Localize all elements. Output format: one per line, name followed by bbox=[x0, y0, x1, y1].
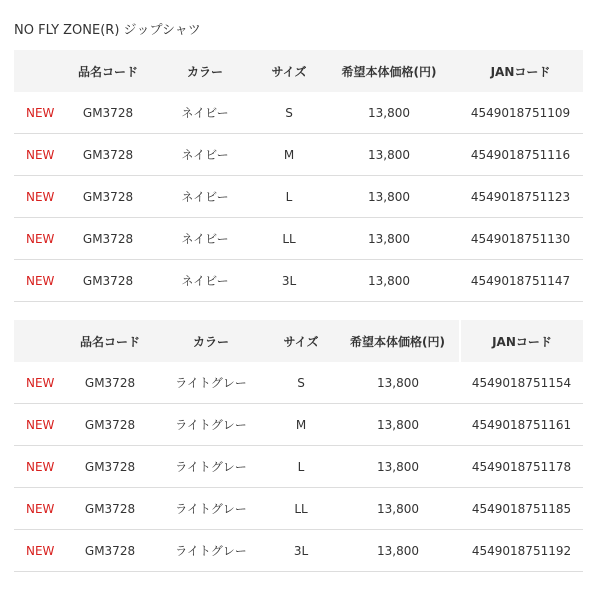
table-header-row bbox=[14, 50, 583, 92]
jan-code-cell: 4549018751178 bbox=[460, 446, 583, 488]
size-cell: LL bbox=[258, 218, 320, 260]
price-cell: 13,800 bbox=[320, 92, 458, 134]
new-badge: NEW bbox=[14, 134, 64, 176]
color-cell: ライトグレー bbox=[156, 488, 266, 530]
jan-code-cell: 4549018751192 bbox=[460, 530, 583, 572]
jan-code-cell: 4549018751123 bbox=[458, 176, 583, 218]
color-cell: ネイビー bbox=[152, 134, 258, 176]
header-jan-code: JANコード bbox=[460, 320, 583, 362]
table-row bbox=[14, 218, 583, 260]
product-code-cell: GM3728 bbox=[64, 260, 152, 302]
table-row bbox=[14, 530, 583, 572]
new-badge: NEW bbox=[14, 530, 64, 572]
color-cell: ネイビー bbox=[152, 218, 258, 260]
product-code-cell: GM3728 bbox=[64, 176, 152, 218]
product-code-cell: GM3728 bbox=[64, 404, 156, 446]
new-badge: NEW bbox=[14, 260, 64, 302]
product-code-cell: GM3728 bbox=[64, 362, 156, 404]
header-badge bbox=[14, 320, 64, 362]
price-cell: 13,800 bbox=[336, 446, 460, 488]
table-row bbox=[14, 446, 583, 488]
new-badge: NEW bbox=[14, 176, 64, 218]
price-cell: 13,800 bbox=[336, 530, 460, 572]
new-badge: NEW bbox=[14, 362, 64, 404]
table-row bbox=[14, 404, 583, 446]
size-cell: 3L bbox=[266, 530, 336, 572]
product-code-cell: GM3728 bbox=[64, 92, 152, 134]
header-badge bbox=[14, 50, 64, 92]
jan-code-cell: 4549018751161 bbox=[460, 404, 583, 446]
size-cell: S bbox=[258, 92, 320, 134]
header-size: サイズ bbox=[266, 320, 336, 362]
size-cell: L bbox=[258, 176, 320, 218]
color-cell: ネイビー bbox=[152, 92, 258, 134]
header-jan-code: JANコード bbox=[458, 50, 583, 92]
header-product-code: 品名コード bbox=[64, 320, 156, 362]
table-row bbox=[14, 362, 583, 404]
table-row bbox=[14, 260, 583, 302]
size-cell: M bbox=[258, 134, 320, 176]
new-badge: NEW bbox=[14, 92, 64, 134]
price-cell: 13,800 bbox=[336, 404, 460, 446]
jan-code-cell: 4549018751185 bbox=[460, 488, 583, 530]
product-code-cell: GM3728 bbox=[64, 446, 156, 488]
header-size: サイズ bbox=[258, 50, 320, 92]
color-cell: ライトグレー bbox=[156, 530, 266, 572]
price-cell: 13,800 bbox=[320, 176, 458, 218]
header-price: 希望本体価格(円) bbox=[320, 50, 458, 92]
price-cell: 13,800 bbox=[336, 362, 460, 404]
table-row bbox=[14, 92, 583, 134]
jan-code-cell: 4549018751109 bbox=[458, 92, 583, 134]
product-code-cell: GM3728 bbox=[64, 488, 156, 530]
jan-code-cell: 4549018751147 bbox=[458, 260, 583, 302]
color-cell: ライトグレー bbox=[156, 446, 266, 488]
table-row bbox=[14, 134, 583, 176]
size-cell: S bbox=[266, 362, 336, 404]
jan-code-cell: 4549018751116 bbox=[458, 134, 583, 176]
header-color: カラー bbox=[156, 320, 266, 362]
page-title: NO FLY ZONE(R) ジップシャツ bbox=[14, 23, 201, 38]
new-badge: NEW bbox=[14, 488, 64, 530]
header-price: 希望本体価格(円) bbox=[336, 320, 460, 362]
header-color: カラー bbox=[152, 50, 258, 92]
color-cell: ネイビー bbox=[152, 260, 258, 302]
price-cell: 13,800 bbox=[320, 134, 458, 176]
spec-table-navy bbox=[14, 50, 583, 302]
product-code-cell: GM3728 bbox=[64, 530, 156, 572]
size-cell: L bbox=[266, 446, 336, 488]
product-code-cell: GM3728 bbox=[64, 134, 152, 176]
table-header-row bbox=[14, 320, 583, 362]
header-product-code: 品名コード bbox=[64, 50, 152, 92]
color-cell: ライトグレー bbox=[156, 362, 266, 404]
color-cell: ネイビー bbox=[152, 176, 258, 218]
product-code-cell: GM3728 bbox=[64, 218, 152, 260]
new-badge: NEW bbox=[14, 404, 64, 446]
table-row bbox=[14, 488, 583, 530]
color-cell: ライトグレー bbox=[156, 404, 266, 446]
size-cell: LL bbox=[266, 488, 336, 530]
price-cell: 13,800 bbox=[336, 488, 460, 530]
new-badge: NEW bbox=[14, 446, 64, 488]
jan-code-cell: 4549018751130 bbox=[458, 218, 583, 260]
size-cell: M bbox=[266, 404, 336, 446]
size-cell: 3L bbox=[258, 260, 320, 302]
price-cell: 13,800 bbox=[320, 260, 458, 302]
table-row bbox=[14, 176, 583, 218]
new-badge: NEW bbox=[14, 218, 64, 260]
price-cell: 13,800 bbox=[320, 218, 458, 260]
jan-code-cell: 4549018751154 bbox=[460, 362, 583, 404]
spec-table-light-gray bbox=[14, 320, 583, 572]
